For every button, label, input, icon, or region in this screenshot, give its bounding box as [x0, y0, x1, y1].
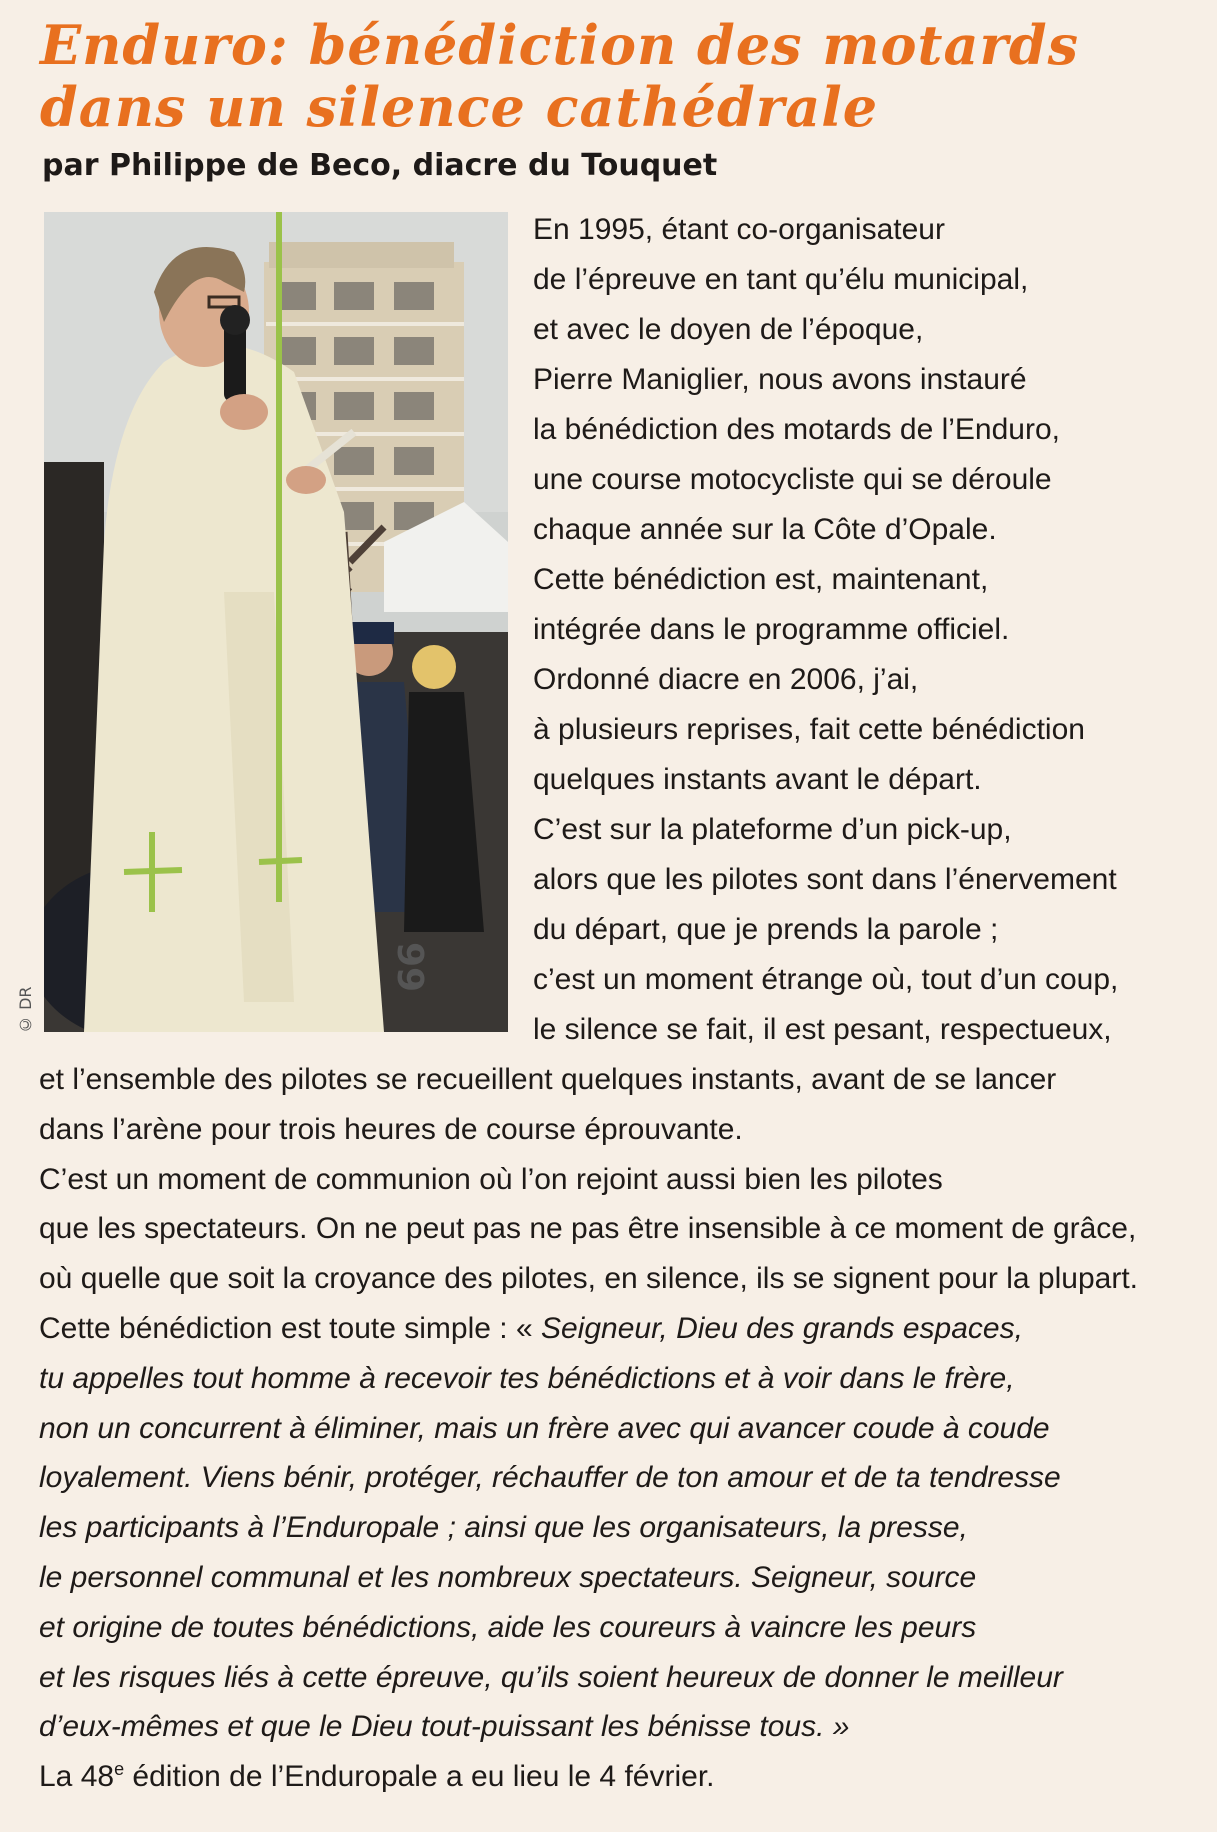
column-line: Ordonné diacre en 2006, j’ai,: [533, 663, 919, 696]
title-line-2: dans un silence cathédrale: [40, 75, 879, 139]
body-line: C’est un moment de communion où l’on rejoint aussi bien les pilotes: [39, 1162, 943, 1196]
prayer-line: loyalement. Viens bénir, protéger, réchauffer de ton amour et de ta tendresse: [39, 1461, 1061, 1495]
closing-after: édition de l’Enduropale a eu lieu le 4 février.: [124, 1760, 715, 1794]
article-title: [40, 14, 1200, 138]
column-line: En 1995, étant co-organisateur: [533, 213, 945, 246]
column-line: de l’épreuve en tant qu’élu municipal,: [533, 263, 1029, 296]
column-line: intégrée dans le programme officiel.: [533, 613, 1010, 646]
prayer-line: non un concurrent à éliminer, mais un frère avec qui avancer coude à coude: [39, 1411, 1050, 1445]
column-line: Pierre Maniglier, nous avons instauré: [533, 363, 1027, 396]
closing-superscript: e: [114, 1759, 125, 1780]
body-line: et l’ensemble des pilotes se recueillent quelques instants, avant de se lancer: [39, 1063, 1057, 1096]
photo-credit: © DR: [16, 986, 35, 1034]
column-line: quelques instants avant le départ.: [533, 763, 982, 796]
prayer-intro: Cette bénédiction est toute simple : «: [39, 1311, 541, 1345]
column-line: alors que les pilotes sont dans l’énervement: [533, 863, 1117, 896]
column-line: du départ, que je prends la parole ;: [533, 913, 999, 946]
column-line: Cette bénédiction est, maintenant,: [533, 563, 989, 596]
full-width-text: [39, 1055, 1209, 1802]
column-line: C’est sur la plateforme d’un pick-up,: [533, 813, 1012, 846]
svg-text:66: 66: [392, 941, 433, 992]
prayer-intro-line: [39, 1304, 1209, 1354]
body-line: où quelle que soit la croyance des pilotes, en silence, ils se signent pour la plupart.: [39, 1262, 1138, 1296]
photo-deacon-blessing: [44, 212, 508, 1032]
body-line: dans l’arène pour trois heures de course éprouvante.: [39, 1112, 743, 1146]
prayer-line: tu appelles tout homme à recevoir tes bénédictions et à voir dans le frère,: [39, 1361, 1015, 1395]
prayer-line: et origine de toutes bénédictions, aide les coureurs à vaincre les peurs: [39, 1610, 977, 1644]
column-line: c’est un moment étrange où, tout d’un coup,: [533, 963, 1119, 996]
column-line: à plusieurs reprises, fait cette bénédiction: [533, 713, 1085, 746]
title-line-1: Enduro: bénédiction des motards: [40, 13, 1080, 77]
prayer-line: et les risques liés à cette épreuve, qu’ils soient heureux de donner le meilleur: [39, 1660, 1063, 1694]
closing-before: La 48: [39, 1760, 115, 1794]
column-line: la bénédiction des motards de l’Enduro,: [533, 413, 1060, 446]
byline: par Philippe de Beco, diacre du Touquet: [42, 148, 718, 183]
prayer-line: les participants à l’Enduropale ; ainsi que les organisateurs, la presse,: [39, 1511, 968, 1545]
column-line: et avec le doyen de l’époque,: [533, 313, 924, 346]
column-line: une course motocycliste qui se déroule: [533, 463, 1052, 496]
body-line: que les spectateurs. On ne peut pas ne pas être insensible à ce moment de grâce,: [39, 1212, 1137, 1246]
closing-line: [39, 1752, 1209, 1802]
prayer-first: Seigneur, Dieu des grands espaces,: [540, 1311, 1023, 1345]
column-line: le silence se fait, il est pesant, respectueux,: [533, 1013, 1112, 1046]
prayer-line: d’eux-mêmes et que le Dieu tout-puissant les bénisse tous. »: [39, 1710, 850, 1744]
column-line: chaque année sur la Côte d’Opale.: [533, 513, 997, 546]
column-text: [533, 205, 1203, 1055]
prayer-line: le personnel communal et les nombreux spectateurs. Seigneur, source: [39, 1560, 977, 1594]
photo-illustration: [44, 212, 508, 1032]
